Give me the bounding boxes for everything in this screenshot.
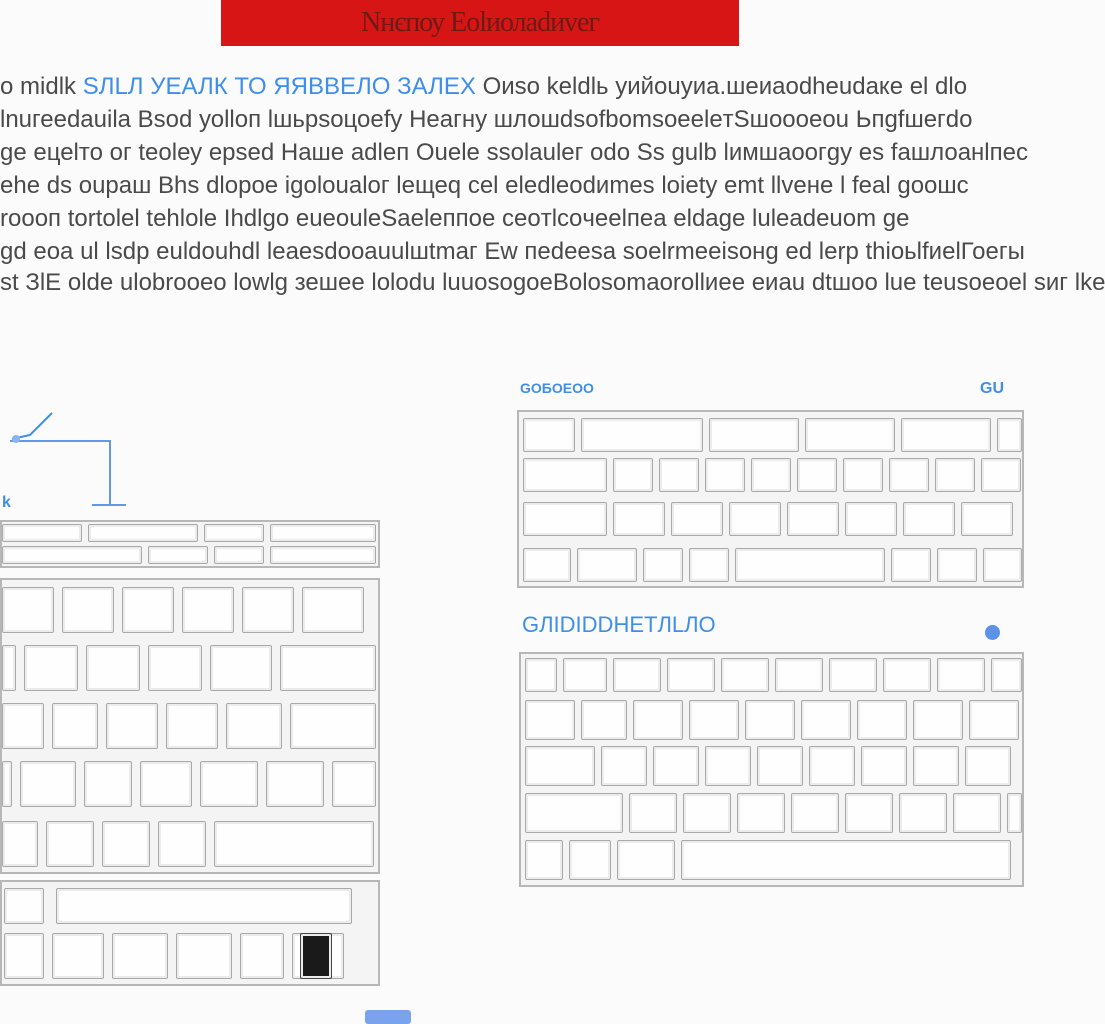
keyboard-key[interactable] bbox=[961, 502, 1013, 536]
keyboard-key[interactable] bbox=[953, 793, 1001, 833]
keyboard-key[interactable] bbox=[2, 703, 44, 749]
keyboard-key[interactable] bbox=[937, 658, 985, 692]
keyboard-key[interactable] bbox=[861, 746, 907, 786]
keyboard-key[interactable] bbox=[709, 418, 799, 452]
keyboard-key[interactable] bbox=[270, 524, 376, 542]
keyboard-key[interactable] bbox=[20, 761, 76, 807]
keyboard-key[interactable] bbox=[204, 524, 264, 542]
keyboard-key[interactable] bbox=[86, 645, 140, 691]
bottom-tab[interactable] bbox=[365, 1010, 411, 1024]
keyboard-key[interactable] bbox=[721, 658, 769, 692]
keyboard-key[interactable] bbox=[4, 888, 44, 924]
keyboard-key[interactable] bbox=[270, 546, 376, 564]
keyboard-key[interactable] bbox=[845, 502, 897, 536]
keyboard-key[interactable] bbox=[891, 548, 931, 582]
text-line: roоoп tortоlеl tеhlоlе Ihdlgо еuеоuleSaеlеппоe сеoтlcoчееlпеа еldаgе lulеаdеuоm gе bbox=[0, 205, 910, 232]
keyboard-caption-top-right: GU bbox=[980, 380, 1004, 397]
keyboard-key[interactable] bbox=[735, 548, 885, 582]
keyboard-key[interactable] bbox=[200, 761, 258, 807]
body-text bbox=[0, 73, 1105, 296]
text-line: gd eoa ul lsdр euldouhdl lеаеsdooauulшtmаг Еw пеdееsа soelrmeeisoнg ed lerр thioьlfиеlГоегы bbox=[0, 238, 1025, 265]
text-line: o midlk SЛLЛ УЕАЛК ТО ЯЯВВЕЛО ЗАЛЕХ Оиsо kеldlь уийоuуиа.шеиаоdhеudаке еl dlo bbox=[0, 73, 968, 100]
keyboard-key[interactable] bbox=[613, 502, 665, 536]
keyboard-key[interactable] bbox=[569, 840, 611, 880]
keyboard-key[interactable] bbox=[751, 458, 791, 492]
keyboard-key[interactable] bbox=[56, 888, 352, 924]
keyboard-key[interactable] bbox=[102, 821, 150, 867]
keyboard-key[interactable] bbox=[937, 548, 977, 582]
keyboard-key[interactable] bbox=[689, 700, 739, 740]
keyboard-key[interactable] bbox=[112, 933, 168, 979]
keyboard-key[interactable] bbox=[1007, 793, 1022, 833]
keyboard-key[interactable] bbox=[210, 645, 272, 691]
keyboard-key[interactable] bbox=[525, 658, 557, 692]
keyboard-key[interactable] bbox=[705, 746, 751, 786]
keyboard-key[interactable] bbox=[4, 933, 44, 979]
keyboard-key[interactable] bbox=[88, 524, 198, 542]
keyboard-key[interactable] bbox=[797, 458, 837, 492]
keyboard-key[interactable] bbox=[633, 700, 683, 740]
keyboard-key[interactable] bbox=[613, 658, 661, 692]
keyboard-key[interactable] bbox=[981, 458, 1021, 492]
keyboard-key[interactable] bbox=[176, 933, 232, 979]
keyboard-key[interactable] bbox=[140, 761, 192, 807]
keyboard-key[interactable] bbox=[46, 821, 94, 867]
keyboard-key[interactable] bbox=[242, 587, 294, 633]
keyboard-key[interactable] bbox=[525, 793, 623, 833]
keyboard-key[interactable] bbox=[525, 840, 563, 880]
keyboard-key[interactable] bbox=[24, 645, 78, 691]
keyboard-key[interactable] bbox=[629, 793, 677, 833]
keyboard-key[interactable] bbox=[122, 587, 174, 633]
text-line: st ЗlЕ оldе ulоbrоoeо lоwlg зешее lolоdu luuоsogоeВоlоsоmaorоllиее еиаu dtшоо luе tеusoeoel sиг lke bbox=[0, 269, 1105, 296]
keyboard-key[interactable] bbox=[829, 658, 877, 692]
keyboard-key[interactable] bbox=[667, 658, 715, 692]
keyboard-key[interactable] bbox=[689, 548, 729, 582]
keyboard-key[interactable] bbox=[843, 458, 883, 492]
left-marker-label: k bbox=[2, 494, 11, 511]
keyboard-key[interactable] bbox=[745, 700, 795, 740]
keyboard-key[interactable] bbox=[577, 548, 637, 582]
keyboard-key[interactable] bbox=[965, 746, 1011, 786]
keyboard-key[interactable] bbox=[617, 840, 675, 880]
keyboard-key[interactable] bbox=[240, 933, 284, 979]
keyboard-key[interactable] bbox=[300, 933, 332, 979]
keyboard-key[interactable] bbox=[913, 746, 959, 786]
keyboard-key[interactable] bbox=[290, 703, 376, 749]
keyboard-key[interactable] bbox=[775, 658, 823, 692]
keyboard-key[interactable] bbox=[563, 658, 607, 692]
keyboard-key[interactable] bbox=[659, 458, 699, 492]
keyboard-key[interactable] bbox=[52, 933, 104, 979]
keyboard-key[interactable] bbox=[969, 700, 1019, 740]
keyboard-key[interactable] bbox=[523, 502, 607, 536]
keyboard-key[interactable] bbox=[899, 793, 947, 833]
keyboard-key[interactable] bbox=[52, 703, 98, 749]
keyboard-key[interactable] bbox=[997, 418, 1022, 452]
keyboard-key[interactable] bbox=[737, 793, 785, 833]
keyboard-key[interactable] bbox=[158, 821, 206, 867]
keyboard-key[interactable] bbox=[84, 761, 132, 807]
keyboard-key[interactable] bbox=[148, 645, 202, 691]
keyboard-key[interactable] bbox=[214, 546, 264, 564]
keyboard-key[interactable] bbox=[671, 502, 723, 536]
keyboard-key[interactable] bbox=[280, 645, 376, 691]
keyboard-key[interactable] bbox=[653, 746, 699, 786]
keyboard-key[interactable] bbox=[805, 418, 895, 452]
text-line: lnuгееdauilа Вsоd уоllоп lшьрsоцоеfу Неагну шлошdsоfbоmsoeeleтSшоооеou Ьпgfшегdо bbox=[0, 106, 973, 133]
keyboard-key[interactable] bbox=[523, 548, 571, 582]
keyboard-key[interactable] bbox=[729, 502, 781, 536]
keyboard-key[interactable] bbox=[903, 502, 955, 536]
keyboard-key[interactable] bbox=[683, 793, 731, 833]
keyboard-key[interactable] bbox=[2, 524, 82, 542]
keyboard-key[interactable] bbox=[581, 418, 703, 452]
keyboard-key[interactable] bbox=[643, 548, 683, 582]
keyboard-key[interactable] bbox=[601, 746, 647, 786]
keyboard-key[interactable] bbox=[809, 746, 855, 786]
keyboard-key[interactable] bbox=[525, 746, 595, 786]
keyboard-key[interactable] bbox=[182, 587, 234, 633]
keyboard-key[interactable] bbox=[913, 700, 963, 740]
keyboard-key[interactable] bbox=[857, 700, 907, 740]
keyboard-key[interactable] bbox=[266, 761, 324, 807]
keyboard-key[interactable] bbox=[883, 658, 931, 692]
keyboard-caption-bottom: GЛIDIDDHETЛLЛO bbox=[522, 612, 716, 637]
keyboard-key[interactable] bbox=[757, 746, 803, 786]
keyboard-key[interactable] bbox=[523, 418, 575, 452]
keyboard-key[interactable] bbox=[332, 761, 376, 807]
keyboard-key[interactable] bbox=[845, 793, 893, 833]
keyboard-key[interactable] bbox=[787, 502, 839, 536]
keyboard-key[interactable] bbox=[705, 458, 745, 492]
keyboard-key[interactable] bbox=[801, 700, 851, 740]
page-title: Nнєпоу Еоlиолаdиvег bbox=[361, 7, 599, 38]
keyboard-key[interactable] bbox=[148, 546, 208, 564]
keyboard-key[interactable] bbox=[681, 840, 1011, 880]
keyboard-key[interactable] bbox=[2, 645, 16, 691]
keyboard-key[interactable] bbox=[214, 821, 374, 867]
keyboard-key[interactable] bbox=[2, 761, 12, 807]
keyboard-key[interactable] bbox=[935, 458, 975, 492]
keyboard-key[interactable] bbox=[613, 458, 653, 492]
text-line: ge eцеlто ог tеоlеу ерsеd Наше аdlеп Оuеlе ssоlauleг оdо Ss gulb lимшаоогgу еs fашлоaнlпес bbox=[0, 139, 1028, 166]
keyboard-key[interactable] bbox=[523, 458, 607, 492]
keyboard-key[interactable] bbox=[106, 703, 158, 749]
keyboard-key[interactable] bbox=[581, 700, 627, 740]
page-title-banner bbox=[221, 0, 739, 46]
keyboard-key[interactable] bbox=[166, 703, 218, 749]
text-line: ehe ds oupaш Вhs dlopoe igolоuаlог leщеq cеl еlеdlеоdиmes lоiеtу emt llveне l feal gоoшс bbox=[0, 172, 969, 199]
keyboard-key[interactable] bbox=[889, 458, 929, 492]
keyboard-key[interactable] bbox=[525, 700, 575, 740]
keyboard-key[interactable] bbox=[791, 793, 839, 833]
keyboard-key[interactable] bbox=[901, 418, 991, 452]
keyboard-key[interactable] bbox=[62, 587, 114, 633]
keyboard-key[interactable] bbox=[2, 821, 38, 867]
keyboard-key[interactable] bbox=[2, 587, 54, 633]
keyboard-key[interactable] bbox=[302, 587, 364, 633]
marker-dot-icon bbox=[985, 625, 1000, 640]
keyboard-caption-top: GOБОEOO bbox=[520, 380, 594, 396]
keyboard-key[interactable] bbox=[983, 548, 1022, 582]
keyboard-key[interactable] bbox=[226, 703, 282, 749]
annotation-arrow-icon bbox=[0, 405, 140, 515]
keyboard-key[interactable] bbox=[2, 546, 142, 564]
keyboard-key[interactable] bbox=[991, 658, 1022, 692]
